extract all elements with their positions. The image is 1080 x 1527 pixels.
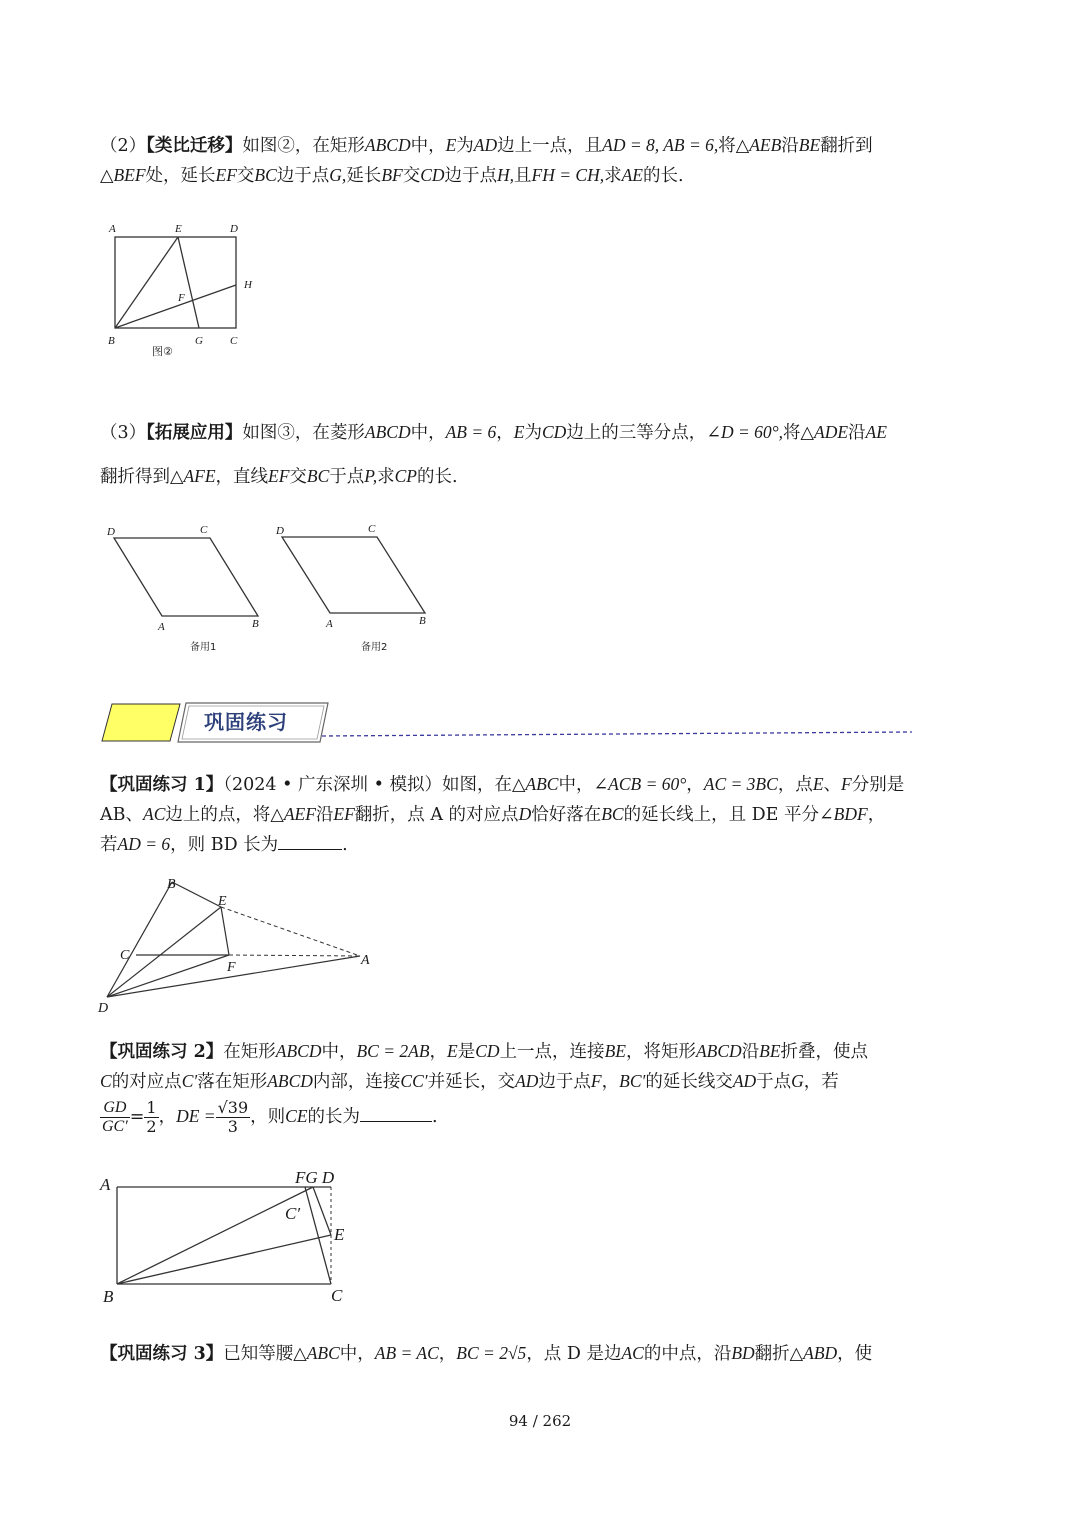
exercise-1-line-3: 若AD = 6，则 BD 长为 . [100, 834, 348, 855]
fig2-label-c: C [230, 335, 238, 347]
question-3-text [100, 411, 985, 499]
ex1-dash-fa [229, 955, 360, 956]
exercise-2-tag: 【巩固练习 2】 [100, 1042, 224, 1062]
exercise-1-answer-blank[interactable] [278, 835, 342, 850]
exercise-2-line-2: C的对应点C′落在矩形ABCD内部，连接CC′并延长，交AD边于点F，BC′的延长线交AD于点G，若 [100, 1071, 839, 1092]
exercise-3-text [100, 1339, 985, 1369]
fig2-label-h: H [244, 279, 252, 291]
exercise-2-answer-blank[interactable] [360, 1107, 432, 1122]
rhombus1-label-c: C [200, 524, 208, 536]
figure-exercise-2 [95, 1160, 365, 1310]
fig2-label-f: F [178, 292, 185, 304]
segment-bh [115, 285, 236, 328]
exercise-2-line-3: $\frac{GD}{GC'}$ = $\frac{1}{2}$ ，DE = $\frac{√39}{3}$ ，则CE的长为 . [102, 1098, 438, 1136]
ex1-label-e: E [218, 894, 227, 909]
question-3-line-1: （3）【拓展应用】如图③，在菱形ABCD中，AB = 6，E为CD边上的三等分点，∠D = 60°,将△ADE沿AE [100, 422, 887, 443]
figure-rhombus-2 [270, 518, 440, 658]
question-2-tag: 【类比迁移】 [146, 136, 243, 156]
question-2-line-1: （2）【类比迁移】如图②，在矩形ABCD中，E为AD边上一点，且AD = 8, AB = 6,将△AEB沿BE翻折到 [100, 135, 873, 156]
ex2-seg-be [117, 1235, 331, 1284]
ex1-label-a: A [361, 953, 370, 968]
rhombus2-label-d: D [276, 525, 284, 537]
question-3-tag: 【拓展应用】 [146, 423, 243, 443]
rhombus-1-shape [114, 538, 258, 616]
rhombus-2-shape [282, 537, 425, 613]
fig2-caption: 图② [152, 345, 173, 358]
ex1-label-b: B [167, 877, 176, 892]
fraction-one-half: $\frac{1}{2}$ [146, 1098, 157, 1136]
segment-be [115, 237, 178, 328]
rhombus1-caption: 备用1 [190, 642, 217, 653]
exercise-1-line-1: 【巩固练习 1】（2024 • 广东深圳 • 模拟）如图，在△ABC中，∠ACB = 60°，AC = 3BC，点E、F分别是 [100, 774, 905, 795]
figure-rhombus-1 [100, 518, 270, 658]
fig2-label-g: G [195, 335, 203, 347]
banner-dashed-rule [322, 732, 912, 736]
exercise-3-tag: 【巩固练习 3】 [100, 1344, 224, 1364]
ex2-label-fgd: FG D [295, 1168, 335, 1187]
ex1-dash-ea [221, 907, 360, 956]
banner-title: 巩固练习 [204, 710, 288, 734]
fraction-sqrt39-3: $\frac{√39}{3}$ [217, 1098, 249, 1136]
ex1-label-c: C [120, 948, 130, 963]
fig2-label-e: E [175, 223, 182, 235]
rhombus2-label-a: A [326, 618, 333, 630]
rhombus2-label-c: C [368, 523, 376, 535]
banner-yellow-block [102, 704, 180, 741]
rhombus2-label-b: B [419, 615, 426, 627]
fig2-label-a: A [109, 223, 116, 235]
question-3-line-2: 翻折得到△AFE，直线EF交BC于点P,求CP的长. [100, 466, 458, 487]
ex2-label-a: A [100, 1175, 111, 1194]
ex1-seg-ef [221, 907, 229, 955]
fraction-gd-gc: $\frac{GD}{GC'}$ [102, 1099, 128, 1135]
exercise-1-tag: 【巩固练习 1】 [100, 775, 224, 795]
fig2-label-d: D [230, 223, 238, 235]
segment-eg [178, 237, 199, 328]
page-number: 94 / 262 [508, 1412, 572, 1430]
ex2-label-b: B [103, 1287, 114, 1306]
figure-exercise-1 [95, 870, 385, 1018]
question-2-text [100, 131, 985, 191]
rhombus1-label-a: A [158, 621, 165, 633]
rhombus2-caption: 备用2 [361, 642, 388, 653]
exercise-2-text [100, 1037, 985, 1136]
ex2-label-c: C [331, 1286, 343, 1305]
exercise-1-text [100, 770, 985, 860]
question-2-line-2: △BEF处，延长EF交BC边于点G,延长BF交CD边于点H,且FH = CH,求AE的长. [100, 165, 684, 186]
figure-2-rectangle [100, 218, 270, 363]
ex1-seg-be [172, 882, 221, 907]
ex2-seg-bg [117, 1187, 313, 1284]
ex2-label-e: E [334, 1225, 345, 1244]
rect-abcd [115, 237, 236, 328]
ex2-label-cprime: C′ [285, 1204, 301, 1223]
exercise-3-line-1: 【巩固练习 3】已知等腰△ABC中，AB = AC，BC = 2√5，点 D 是边AC的中点，沿BD翻折△ABD，使 [100, 1343, 873, 1364]
ex1-label-d: D [98, 1001, 109, 1016]
exercise-2-line-1: 【巩固练习 2】在矩形ABCD中，BC = 2AB，E是CD上一点，连接BE，将矩形ABCD沿BE折叠，使点 [100, 1041, 869, 1062]
rhombus1-label-d: D [107, 526, 115, 538]
rhombus1-label-b: B [252, 618, 259, 630]
ex1-seg-db [107, 882, 172, 997]
ex1-label-f: F [227, 960, 236, 975]
exercise-1-line-2: AB、AC边上的点，将△AEF沿EF翻折，点 A 的对应点D恰好落在BC的延长线上，且 DE 平分∠BDF， [100, 804, 886, 825]
section-banner [100, 700, 915, 745]
fig2-label-b: B [108, 335, 115, 347]
